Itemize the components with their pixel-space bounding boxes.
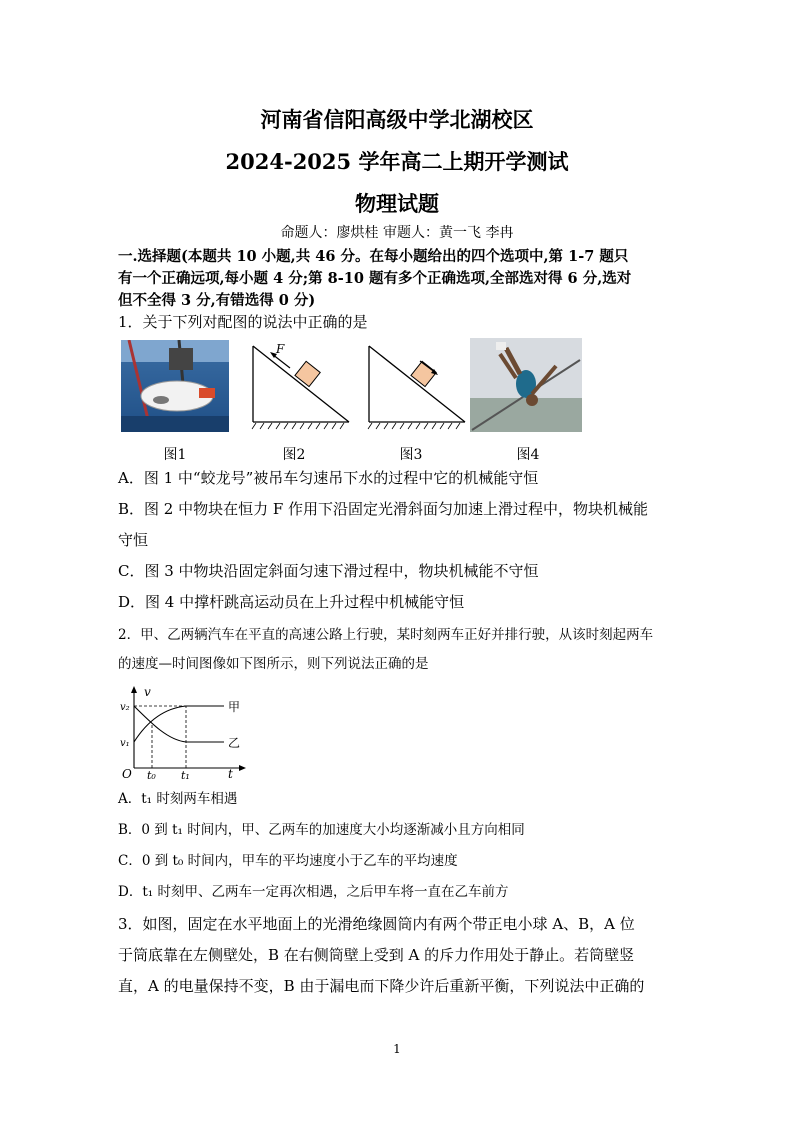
t1-label: t₁ [181,769,190,780]
axis-t-label: t [228,767,233,780]
figure4-pole-vaulter-photo [470,338,582,432]
subject-title: 物理试题 [355,191,439,216]
q2-stem-line2: 的速度—时间图像如下图所示，则下列说法正确的是 [118,656,429,672]
figure3-incline-sliding [366,340,470,434]
school-title: 河南省信阳高级中学北湖校区 [260,107,534,132]
q3-line2: 于筒底靠在左侧壁处，B 在右侧筒壁上受到 A 的斥力作用处于静止。若筒壁竖 [118,946,635,964]
caption-figure1: 图1 [163,447,187,463]
figure2-incline-force [250,340,354,434]
origin-label: O [122,767,132,780]
q2-option-b: B．0 到 t₁ 时间内，甲、乙两车的加速度大小均逐渐减小且方向相同 [118,822,525,838]
v2-label: v₂ [120,702,130,713]
caption-figure2: 图2 [282,447,306,463]
q2-option-c: C．0 到 t₀ 时间内，甲车的平均速度小于乙车的平均速度 [118,853,458,869]
q2-option-d: D．t₁ 时刻甲、乙两车一定再次相遇，之后甲车将一直在乙车前方 [118,884,509,900]
q3-line3: 直，A 的电量保持不变，B 由于漏电而下降少许后重新平衡，下列说法中正确的 [118,977,645,995]
page-number: 1 [393,1042,401,1056]
series-yi-label: 乙 [228,736,241,750]
q3-line1: 3．如图，固定在水平地面上的光滑绝缘圆筒内有两个带正电小球 A、B，A 位 [118,915,635,933]
figure1-submersible-photo [121,340,229,432]
q1-option-b: B．图 2 中物块在恒力 F 作用下沿固定光滑斜面匀加速上滑过程中，物块机械能 [118,500,649,518]
q1-option-b-cont: 守恒 [118,531,149,549]
caption-figure3: 图3 [399,447,423,463]
series-jia-label: 甲 [228,700,241,714]
t0-label: t₀ [147,769,156,780]
q1-option-d: D．图 4 中撑杆跳高运动员在上升过程中机械能守恒 [118,593,465,611]
force-label: F [276,342,285,356]
q2-velocity-time-graph [118,684,250,780]
v1-label: v₁ [120,738,130,749]
authors-line: 命题人：廖烘桂 审题人：黄一飞 李冉 [280,225,514,241]
q1-option-c: C．图 3 中物块沿固定斜面匀速下滑过程中，物块机械能不守恒 [118,562,539,580]
q1-option-a: A．图 1 中“蛟龙号”被吊车匀速吊下水的过程中它的机械能守恒 [118,469,539,487]
q1-stem: 1．关于下列对配图的说法中正确的是 [118,313,368,331]
axis-v-label: v [144,685,151,699]
q2-option-a: A．t₁ 时刻两车相遇 [118,791,238,807]
q2-stem-line1: 2．甲、乙两辆汽车在平直的高速公路上行驶，某时刻两车正好并排行驶，从该时刻起两车 [118,627,654,643]
caption-figure4: 图4 [516,447,540,463]
section-instructions: 一.选择题(本题共 10 小题,共 46 分。在每小题给出的四个选项中,第 1-7 题只 有一个正确远项,每小题 4 分;第 8-10 题有多个正确选项,全部选对得 6 分,选对 但不全得 3 分,有错选得 0 分) [118,248,632,309]
exam-title: 2024-2025 学年高二上期开学测试 [225,149,569,174]
